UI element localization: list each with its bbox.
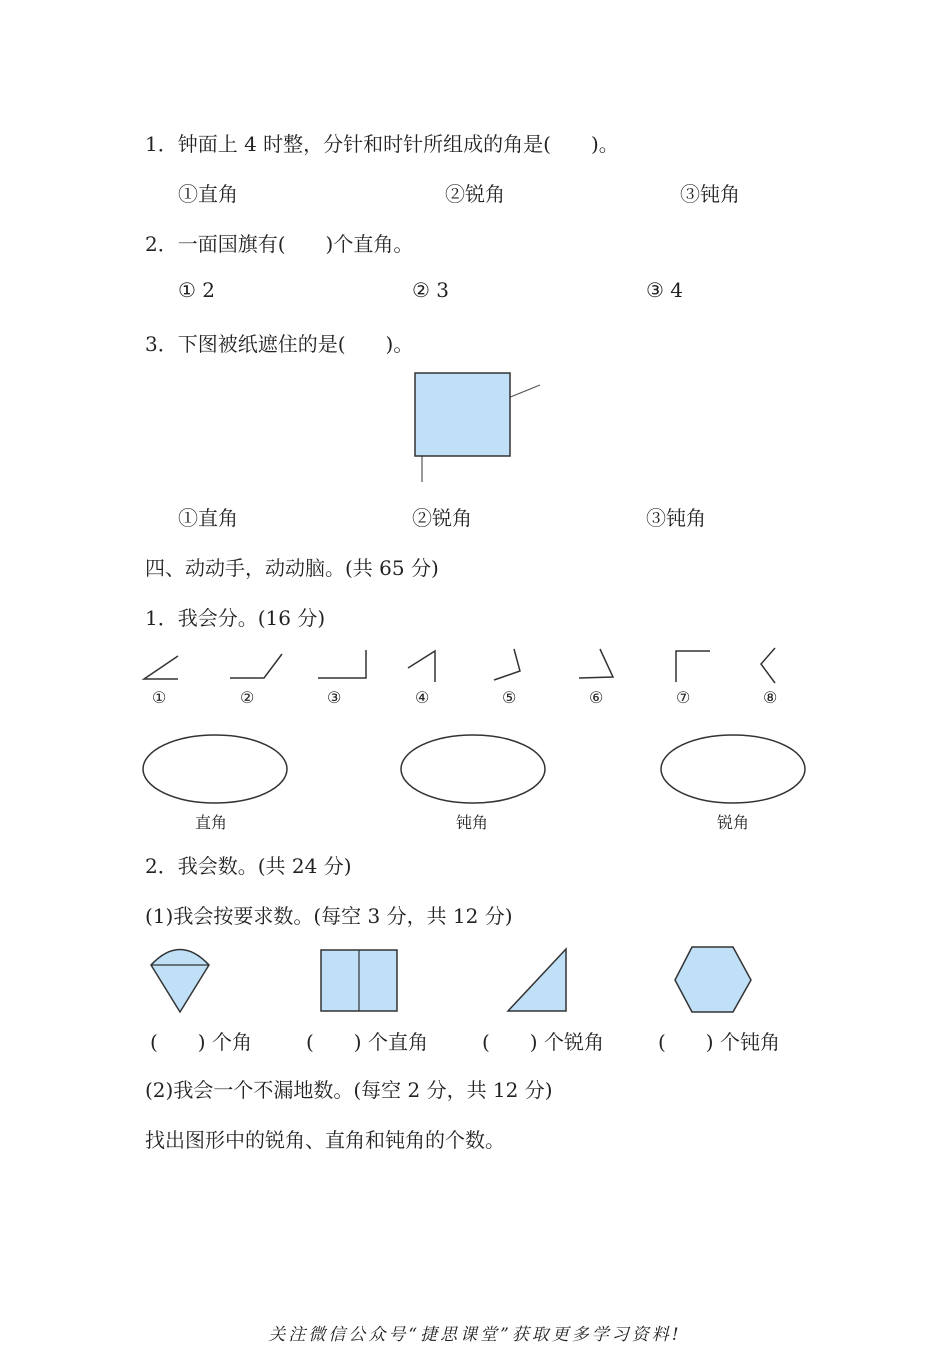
angle-figure-7	[672, 648, 717, 688]
count-label-right-angles: ( ) 个直角	[306, 1030, 428, 1054]
ellipse-label-right: 直角	[195, 813, 228, 832]
q2-option-3: ③ 4	[646, 278, 684, 302]
q1-option-2: ②锐角	[445, 182, 505, 206]
ellipse-label-acute: 锐角	[717, 813, 750, 832]
hexagon-shape	[672, 944, 754, 1016]
angle-label-5: ⑤	[502, 688, 517, 707]
q2-option-1: ① 2	[178, 278, 216, 302]
angle-label-7: ⑦	[676, 688, 691, 707]
angle-figure-6	[575, 645, 620, 685]
section-4-title: 四、动动手，动动脑。(共 65 分)	[145, 556, 439, 580]
q1-option-1: ①直角	[178, 182, 238, 206]
right-triangle-shape	[505, 946, 571, 1014]
q3-option-2: ②锐角	[412, 506, 472, 530]
question-1: 1．钟面上 4 时整，分针和时针所组成的角是( )。	[145, 132, 619, 156]
question-3: 3．下图被纸遮住的是( )。	[145, 332, 414, 356]
angle-label-4: ④	[415, 688, 430, 707]
angle-figure-2	[228, 650, 288, 685]
part-2-title: 2．我会数。(共 24 分)	[145, 854, 352, 878]
rectangle-shape	[318, 948, 400, 1014]
angle-figure-1	[140, 650, 185, 685]
q3-option-3: ③钝角	[646, 506, 706, 530]
count-label-angles: ( ) 个角	[150, 1030, 252, 1054]
part-2-sub2-title: (2)我会一个不漏地数。(每空 2 分，共 12 分)	[145, 1078, 553, 1102]
part-1-title: 1．我会分。(16 分)	[145, 606, 326, 630]
angle-label-3: ③	[327, 688, 342, 707]
ellipse-acute-angle	[658, 732, 808, 806]
footer-promo: 关注微信公众号“捷思课堂”获取更多学习资料!	[268, 1325, 682, 1345]
fan-cone-shape	[148, 948, 212, 1016]
angle-figure-4	[404, 648, 444, 688]
angle-label-2: ②	[240, 688, 255, 707]
part-2-sub2-text: 找出图形中的锐角、直角和钝角的个数。	[145, 1128, 505, 1152]
part-2-sub1-title: (1)我会按要求数。(每空 3 分，共 12 分)	[145, 904, 513, 928]
count-label-obtuse-angles: ( ) 个钝角	[658, 1030, 780, 1054]
angle-figure-3	[316, 648, 371, 683]
angle-label-8: ⑧	[763, 688, 778, 707]
angle-figure-8	[758, 645, 783, 687]
angle-figure-5	[490, 645, 530, 685]
ellipse-right-angle	[140, 732, 290, 806]
q2-option-2: ② 3	[412, 278, 450, 302]
q1-option-3: ③钝角	[680, 182, 740, 206]
ellipse-label-obtuse: 钝角	[456, 813, 489, 832]
ellipse-obtuse-angle	[398, 732, 548, 806]
question-2: 2．一面国旗有( )个直角。	[145, 232, 414, 256]
covered-angle-figure	[410, 370, 550, 485]
count-label-acute-angles: ( ) 个锐角	[482, 1030, 604, 1054]
angle-label-1: ①	[152, 688, 167, 707]
angle-label-6: ⑥	[589, 688, 604, 707]
q3-option-1: ①直角	[178, 506, 238, 530]
